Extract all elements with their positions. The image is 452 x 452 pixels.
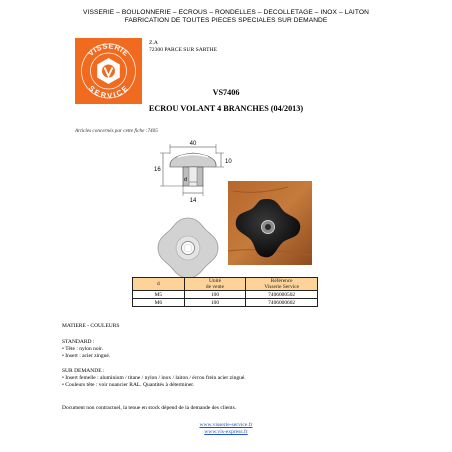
cell-unit: 100 — [184, 291, 246, 299]
materials-heading: MATIERE - COULEURS — [62, 323, 120, 329]
cell-d: M6 — [133, 299, 185, 307]
header-reference: Référence Visserie Service — [246, 278, 318, 291]
logo-brand-bottom: SERVICE — [86, 83, 131, 101]
technical-drawing — [150, 138, 235, 206]
cell-unit: 100 — [184, 299, 246, 307]
dim-total-label: 16 — [154, 167, 161, 173]
product-photo-real — [228, 181, 312, 265]
dim-d-label: d — [184, 177, 188, 183]
dim-width-label: 40 — [189, 141, 197, 147]
cell-d: M5 — [133, 291, 185, 299]
reference-table — [132, 277, 318, 307]
company-fabrication-line: FABRICATION DE TOUTES PIECES SPECIALES SUR DEMANDE — [124, 17, 328, 24]
standard-item: • Tête : nylon noir. — [62, 346, 104, 352]
logo-brand-top: VISSERIE — [86, 41, 131, 59]
header-unit: Unité de vente — [184, 278, 246, 291]
cell-reference: 7406000502 — [246, 291, 318, 299]
table-row — [133, 299, 318, 307]
address-line-1: Z.A — [149, 40, 158, 46]
cell-reference: 7406000602 — [246, 299, 318, 307]
demand-item: • Insert femelle : aluminium / titane / nylon / inox / laiton / écrou frein acier zingué. — [62, 375, 246, 381]
company-activities-line: VISSERIE – BOULONNERIE – ECROUS – RONDELLES – DECOLLETAGE – INOX – LAITON — [83, 9, 369, 16]
demand-item: • Couleurs tête : voir nuancier RAL. Quantités à déterminer. — [62, 382, 195, 388]
product-code: VS7406 — [212, 88, 240, 97]
table-header-row — [133, 278, 318, 291]
address-line-2: 72300 PARCE SUR SARTHE — [149, 47, 217, 53]
dim-height-label: 10 — [225, 159, 232, 165]
related-articles: Articles concernés par cette fiche :7405 — [75, 128, 158, 134]
svg-text:VISSERIE — [86, 41, 131, 58]
dim-bottom-label: 14 — [189, 198, 197, 204]
standard-title: STANDARD : — [62, 339, 95, 345]
website-link-vis-express[interactable]: www.vis-express.fr — [204, 429, 248, 435]
product-name: ECROU VOLANT 4 BRANCHES (04/2013) — [148, 104, 304, 113]
standard-item: • Insert : acier zingué. — [62, 353, 111, 359]
website-link-visserie[interactable]: www.visserie-service.fr — [199, 422, 253, 428]
header-d: d — [133, 278, 185, 291]
demand-title: SUR DEMANDE : — [62, 368, 105, 374]
product-photo-top-view — [152, 212, 224, 284]
disclaimer: Document non contractuel, la tenue en stock dépend de la demande des clients. — [62, 405, 237, 411]
table-row — [133, 291, 318, 299]
